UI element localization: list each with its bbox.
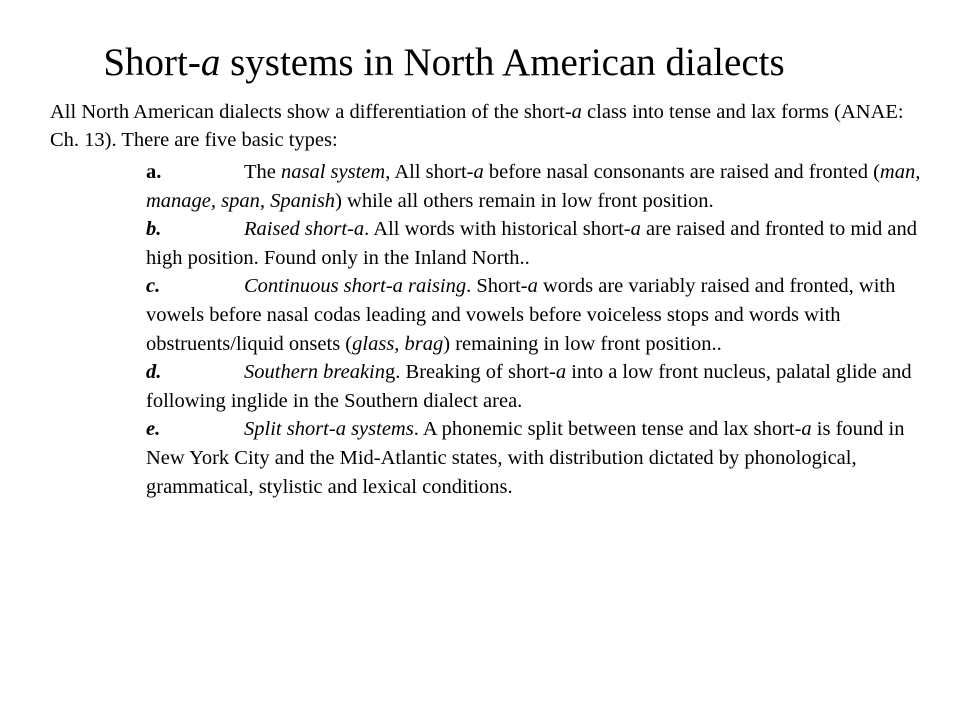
page-title — [0, 40, 888, 86]
item-text: ) remaining in low front position.. — [443, 332, 722, 355]
item-marker: d. — [146, 361, 162, 384]
item-italic: Southern breakin — [244, 361, 386, 384]
type-item-e — [146, 415, 926, 501]
item-italic: a — [473, 161, 484, 183]
intro-text-rest: class into tense and lax forms (ANAE: Ch. 13). There are five basic types: — [50, 101, 904, 151]
item-italic: Raised short-a — [244, 218, 365, 241]
title-text: Short- — [103, 41, 201, 84]
item-marker: b. — [146, 218, 162, 241]
item-text: . A phonemic split between tense and lax short- — [413, 418, 802, 441]
item-italic: Split short-a systems — [244, 418, 414, 441]
item-text: , All short- — [385, 161, 474, 183]
item-text: before nasal consonants are raised and fronted ( — [483, 161, 880, 183]
item-italic: man, manage, span, Spanish — [146, 161, 921, 212]
intro-paragraph — [50, 98, 930, 154]
item-marker: a. — [146, 161, 162, 183]
item-text: g. Breaking of short- — [385, 361, 556, 384]
item-italic: a — [555, 361, 567, 384]
intro-text: All North American dialects show a differentiation of the short- — [50, 101, 572, 123]
title-italic-a: a — [200, 41, 221, 84]
item-text: is found in New York City and the Mid-Atlantic states, with distribution dictated by phonological, grammatical, stylistic and lexical conditions. — [146, 418, 905, 498]
type-item-a — [146, 158, 926, 215]
item-text: . All words with historical short- — [364, 218, 631, 241]
type-item-b — [146, 215, 926, 272]
item-italic: Continuous short-a raising — [244, 275, 467, 298]
title-text-rest: systems in North American dialects — [220, 41, 785, 84]
item-marker: e. — [146, 418, 161, 441]
type-item-d — [146, 358, 926, 415]
item-italic: nasal system — [281, 161, 386, 183]
type-item-c — [146, 272, 926, 358]
item-italic: a — [630, 218, 641, 241]
item-text: are raised and fronted to mid and high position. Found only in the Inland North.. — [146, 218, 917, 269]
item-text: ) while all others remain in low front position. — [335, 189, 714, 212]
item-italic: a — [801, 418, 812, 441]
item-italic: a — [527, 275, 538, 298]
item-text: words are variably raised and fronted, with vowels before nasal codas leading and vowels before voiceless stops and words with obstruents/liquid onsets ( — [146, 275, 896, 355]
item-text: The — [244, 161, 281, 183]
intro-italic: a — [571, 101, 582, 123]
item-text: . Short- — [466, 275, 528, 298]
item-text: into a low front nucleus, palatal glide and following inglide in the Southern dialect area. — [146, 361, 912, 412]
types-list — [146, 158, 926, 501]
item-italic: glass, brag — [352, 332, 444, 355]
item-marker: c. — [146, 275, 161, 298]
